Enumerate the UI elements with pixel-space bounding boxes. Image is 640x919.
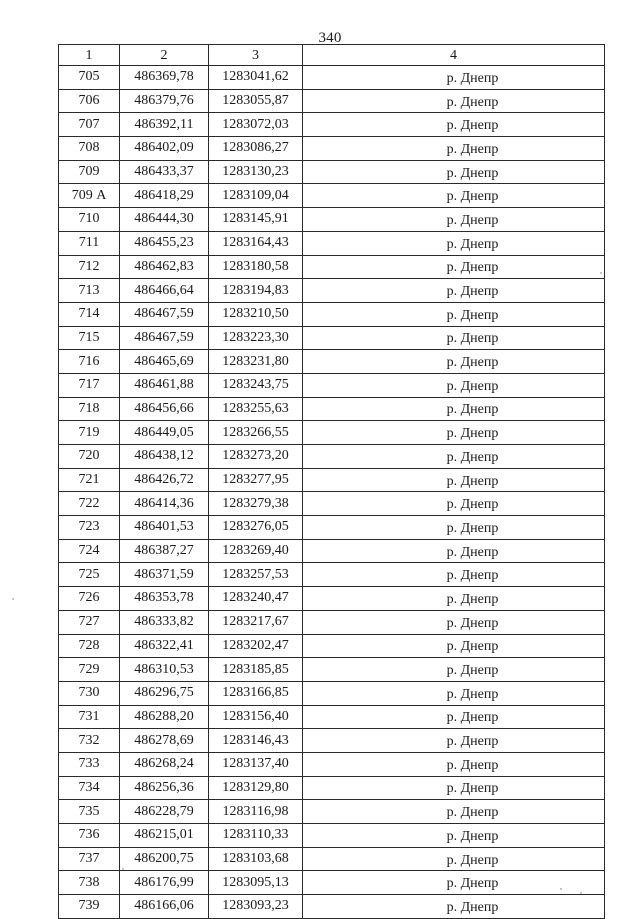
x-coordinate-cell: 486322,41 — [120, 634, 209, 658]
point-number-cell: 716 — [59, 350, 120, 374]
x-coordinate-cell: 486426,72 — [120, 468, 209, 492]
table-row — [59, 871, 605, 895]
y-coordinate-cell: 1283180,58 — [209, 255, 303, 279]
x-coordinate-cell: 486387,27 — [120, 539, 209, 563]
point-number-cell: 732 — [59, 729, 120, 753]
point-number-cell: 708 — [59, 137, 120, 161]
scan-speck — [580, 892, 582, 894]
x-coordinate-cell: 486176,99 — [120, 871, 209, 895]
description-cell: р. Днепр — [303, 326, 605, 350]
description-cell: р. Днепр — [303, 113, 605, 137]
y-coordinate-cell: 1283194,83 — [209, 279, 303, 303]
y-coordinate-cell: 1283103,68 — [209, 847, 303, 871]
point-number-cell: 739 — [59, 895, 120, 919]
y-coordinate-cell: 1283202,47 — [209, 634, 303, 658]
point-number-cell: 730 — [59, 681, 120, 705]
point-number-cell: 738 — [59, 871, 120, 895]
table-row — [59, 634, 605, 658]
description-cell: р. Днепр — [303, 800, 605, 824]
table-row — [59, 231, 605, 255]
table-row — [59, 776, 605, 800]
x-coordinate-cell: 486401,53 — [120, 516, 209, 540]
y-coordinate-cell: 1283095,13 — [209, 871, 303, 895]
x-coordinate-cell: 486310,53 — [120, 658, 209, 682]
y-coordinate-cell: 1283041,62 — [209, 66, 303, 90]
table-row — [59, 279, 605, 303]
coordinates-table — [58, 44, 605, 919]
table-row — [59, 729, 605, 753]
table-row — [59, 681, 605, 705]
description-cell: р. Днепр — [303, 634, 605, 658]
y-coordinate-cell: 1283093,23 — [209, 895, 303, 919]
description-cell: р. Днепр — [303, 350, 605, 374]
y-coordinate-cell: 1283146,43 — [209, 729, 303, 753]
point-number-cell: 724 — [59, 539, 120, 563]
x-coordinate-cell: 486379,76 — [120, 89, 209, 113]
x-coordinate-cell: 486466,64 — [120, 279, 209, 303]
point-number-cell: 722 — [59, 492, 120, 516]
table-row — [59, 350, 605, 374]
point-number-cell: 734 — [59, 776, 120, 800]
y-coordinate-cell: 1283210,50 — [209, 302, 303, 326]
x-coordinate-cell: 486414,36 — [120, 492, 209, 516]
point-number-cell: 711 — [59, 231, 120, 255]
x-coordinate-cell: 486418,29 — [120, 184, 209, 208]
scan-speck — [122, 868, 124, 870]
point-number-cell: 723 — [59, 516, 120, 540]
point-number-cell: 729 — [59, 658, 120, 682]
description-cell: р. Днепр — [303, 208, 605, 232]
y-coordinate-cell: 1283240,47 — [209, 587, 303, 611]
y-coordinate-cell: 1283072,03 — [209, 113, 303, 137]
table-row — [59, 137, 605, 161]
y-coordinate-cell: 1283055,87 — [209, 89, 303, 113]
point-number-cell: 737 — [59, 847, 120, 871]
y-coordinate-cell: 1283266,55 — [209, 421, 303, 445]
y-coordinate-cell: 1283086,27 — [209, 137, 303, 161]
description-cell: р. Днепр — [303, 89, 605, 113]
point-number-cell: 710 — [59, 208, 120, 232]
point-number-cell: 714 — [59, 302, 120, 326]
table-row — [59, 468, 605, 492]
y-coordinate-cell: 1283217,67 — [209, 610, 303, 634]
description-cell: р. Днепр — [303, 681, 605, 705]
point-number-cell: 715 — [59, 326, 120, 350]
y-coordinate-cell: 1283257,53 — [209, 563, 303, 587]
table-row — [59, 847, 605, 871]
page-number: 340 — [318, 30, 342, 46]
point-number-cell: 733 — [59, 752, 120, 776]
x-coordinate-cell: 486461,88 — [120, 373, 209, 397]
description-cell: р. Днепр — [303, 492, 605, 516]
point-number-cell: 736 — [59, 824, 120, 848]
x-coordinate-cell: 486438,12 — [120, 445, 209, 469]
description-cell: р. Днепр — [303, 445, 605, 469]
table-row — [59, 610, 605, 634]
y-coordinate-cell: 1283145,91 — [209, 208, 303, 232]
point-number-cell: 706 — [59, 89, 120, 113]
y-coordinate-cell: 1283243,75 — [209, 373, 303, 397]
point-number-cell: 735 — [59, 800, 120, 824]
x-coordinate-cell: 486296,75 — [120, 681, 209, 705]
y-coordinate-cell: 1283109,04 — [209, 184, 303, 208]
point-number-cell: 709 — [59, 160, 120, 184]
description-cell: р. Днепр — [303, 658, 605, 682]
table-row — [59, 539, 605, 563]
x-coordinate-cell: 486455,23 — [120, 231, 209, 255]
scan-speck — [560, 888, 562, 890]
description-cell: р. Днепр — [303, 373, 605, 397]
description-cell: р. Днепр — [303, 397, 605, 421]
y-coordinate-cell: 1283279,38 — [209, 492, 303, 516]
table-row — [59, 302, 605, 326]
table-row — [59, 800, 605, 824]
description-cell: р. Днепр — [303, 705, 605, 729]
description-cell: р. Днепр — [303, 587, 605, 611]
table-row — [59, 89, 605, 113]
y-coordinate-cell: 1283130,23 — [209, 160, 303, 184]
description-cell: р. Днепр — [303, 137, 605, 161]
x-coordinate-cell: 486278,69 — [120, 729, 209, 753]
x-coordinate-cell: 486465,69 — [120, 350, 209, 374]
y-coordinate-cell: 1283276,05 — [209, 516, 303, 540]
x-coordinate-cell: 486215,01 — [120, 824, 209, 848]
x-coordinate-cell: 486392,11 — [120, 113, 209, 137]
x-coordinate-cell: 486433,37 — [120, 160, 209, 184]
table-row — [59, 492, 605, 516]
y-coordinate-cell: 1283223,30 — [209, 326, 303, 350]
table-row — [59, 208, 605, 232]
description-cell: р. Днепр — [303, 610, 605, 634]
x-coordinate-cell: 486456,66 — [120, 397, 209, 421]
point-number-cell: 726 — [59, 587, 120, 611]
description-cell: р. Днепр — [303, 563, 605, 587]
description-cell: р. Днепр — [303, 421, 605, 445]
y-coordinate-cell: 1283110,33 — [209, 824, 303, 848]
point-number-cell: 712 — [59, 255, 120, 279]
description-cell: р. Днепр — [303, 895, 605, 919]
point-number-cell: 721 — [59, 468, 120, 492]
header-col-3: 3 — [209, 45, 303, 66]
y-coordinate-cell: 1283255,63 — [209, 397, 303, 421]
description-cell: р. Днепр — [303, 729, 605, 753]
description-cell: р. Днепр — [303, 516, 605, 540]
table-row — [59, 658, 605, 682]
table-row — [59, 705, 605, 729]
table-header — [59, 45, 605, 66]
x-coordinate-cell: 486200,75 — [120, 847, 209, 871]
x-coordinate-cell: 486444,30 — [120, 208, 209, 232]
header-col-4: 4 — [303, 45, 605, 66]
point-number-cell: 709 А — [59, 184, 120, 208]
y-coordinate-cell: 1283137,40 — [209, 752, 303, 776]
x-coordinate-cell: 486402,09 — [120, 137, 209, 161]
y-coordinate-cell: 1283156,40 — [209, 705, 303, 729]
table-row — [59, 587, 605, 611]
y-coordinate-cell: 1283116,98 — [209, 800, 303, 824]
x-coordinate-cell: 486268,24 — [120, 752, 209, 776]
point-number-cell: 713 — [59, 279, 120, 303]
table-row — [59, 255, 605, 279]
point-number-cell: 705 — [59, 66, 120, 90]
table-row — [59, 421, 605, 445]
description-cell: р. Днепр — [303, 871, 605, 895]
table-row — [59, 160, 605, 184]
x-coordinate-cell: 486228,79 — [120, 800, 209, 824]
x-coordinate-cell: 486166,06 — [120, 895, 209, 919]
point-number-cell: 727 — [59, 610, 120, 634]
point-number-cell: 725 — [59, 563, 120, 587]
description-cell: р. Днепр — [303, 847, 605, 871]
description-cell: р. Днепр — [303, 279, 605, 303]
x-coordinate-cell: 486333,82 — [120, 610, 209, 634]
description-cell: р. Днепр — [303, 539, 605, 563]
point-number-cell: 718 — [59, 397, 120, 421]
x-coordinate-cell: 486467,59 — [120, 326, 209, 350]
y-coordinate-cell: 1283129,80 — [209, 776, 303, 800]
scan-speck — [12, 598, 14, 600]
table-row — [59, 397, 605, 421]
description-cell: р. Днепр — [303, 255, 605, 279]
table-row — [59, 113, 605, 137]
x-coordinate-cell: 486288,20 — [120, 705, 209, 729]
description-cell: р. Днепр — [303, 752, 605, 776]
description-cell: р. Днепр — [303, 824, 605, 848]
table-row — [59, 824, 605, 848]
header-row — [59, 45, 605, 66]
x-coordinate-cell: 486371,59 — [120, 563, 209, 587]
y-coordinate-cell: 1283273,20 — [209, 445, 303, 469]
header-col-1: 1 — [59, 45, 120, 66]
y-coordinate-cell: 1283231,80 — [209, 350, 303, 374]
table-row — [59, 516, 605, 540]
y-coordinate-cell: 1283185,85 — [209, 658, 303, 682]
description-cell: р. Днепр — [303, 776, 605, 800]
x-coordinate-cell: 486449,05 — [120, 421, 209, 445]
table-row — [59, 895, 605, 919]
point-number-cell: 728 — [59, 634, 120, 658]
point-number-cell: 731 — [59, 705, 120, 729]
x-coordinate-cell: 486353,78 — [120, 587, 209, 611]
y-coordinate-cell: 1283164,43 — [209, 231, 303, 255]
table-row — [59, 752, 605, 776]
description-cell: р. Днепр — [303, 468, 605, 492]
description-cell: р. Днепр — [303, 302, 605, 326]
description-cell: р. Днепр — [303, 184, 605, 208]
description-cell: р. Днепр — [303, 160, 605, 184]
x-coordinate-cell: 486369,78 — [120, 66, 209, 90]
description-cell: р. Днепр — [303, 66, 605, 90]
x-coordinate-cell: 486462,83 — [120, 255, 209, 279]
table-row — [59, 563, 605, 587]
point-number-cell: 717 — [59, 373, 120, 397]
scan-speck — [600, 272, 602, 274]
point-number-cell: 720 — [59, 445, 120, 469]
point-number-cell: 719 — [59, 421, 120, 445]
description-cell: р. Днепр — [303, 231, 605, 255]
y-coordinate-cell: 1283166,85 — [209, 681, 303, 705]
table-row — [59, 66, 605, 90]
table-body — [59, 66, 605, 919]
header-col-2: 2 — [120, 45, 209, 66]
table-row — [59, 445, 605, 469]
y-coordinate-cell: 1283277,95 — [209, 468, 303, 492]
table-row — [59, 326, 605, 350]
table-row — [59, 184, 605, 208]
table-row — [59, 373, 605, 397]
x-coordinate-cell: 486256,36 — [120, 776, 209, 800]
x-coordinate-cell: 486467,59 — [120, 302, 209, 326]
point-number-cell: 707 — [59, 113, 120, 137]
y-coordinate-cell: 1283269,40 — [209, 539, 303, 563]
